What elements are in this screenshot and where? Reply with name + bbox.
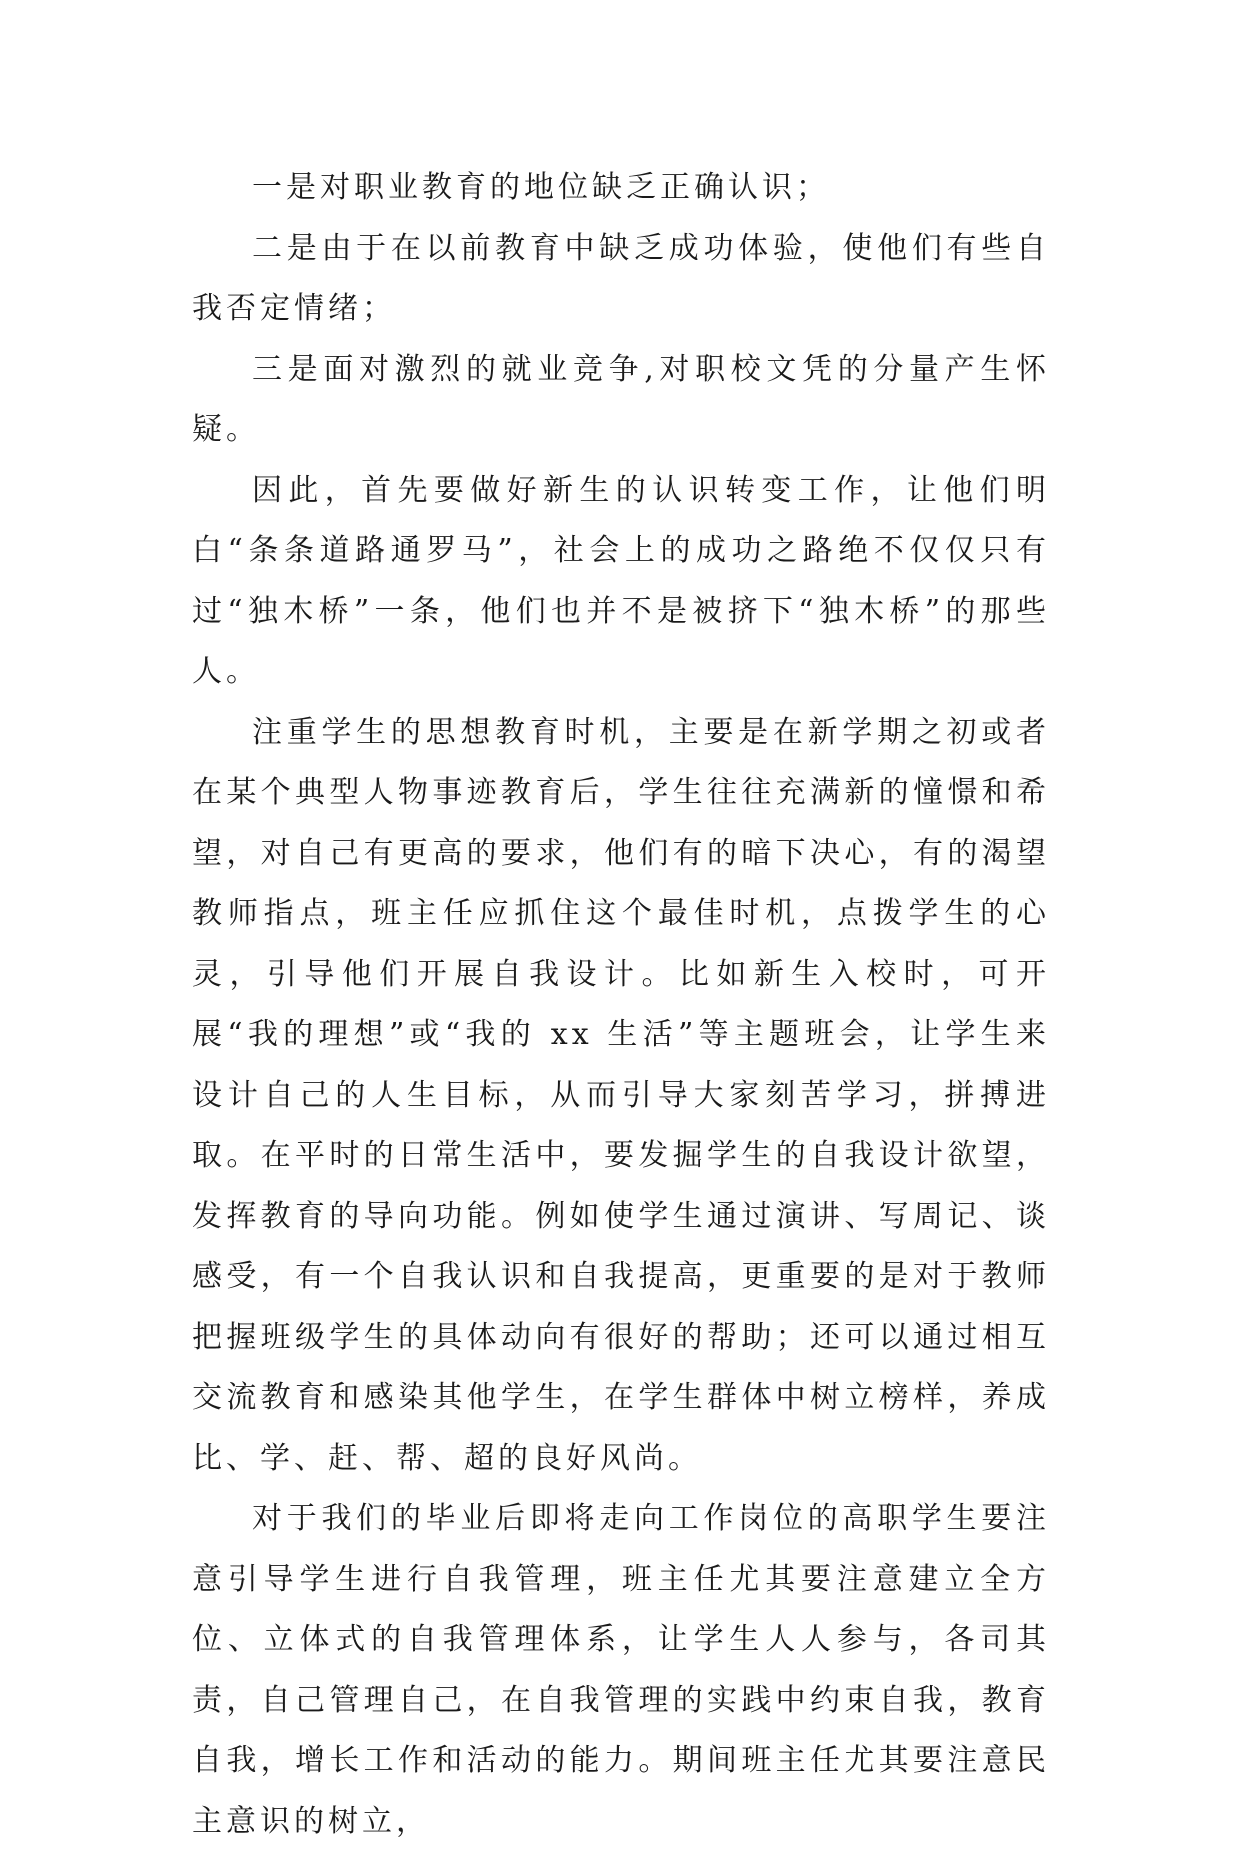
paragraph-5: 注重学生的思想教育时机，主要是在新学期之初或者在某个典型人物事迹教育后，学生往往充满新的憧憬和希望，对自己有更高的要求，他们有的暗下决心，有的渴望教师指点，班主任应抓住这个最佳时机，点拨学生的心灵，引导他们开展自我设计。比如新生入校时，可开展“我的理想”或“我的 xx 生活”等主题班会，让学生来设计自己的人生目标，从而引导大家刻苦学习，拼搏进取。在平时的日常生活中，要发掘学生的自我设计欲望，发挥教育的导向功能。例如使学生通过演讲、写周记、谈感受，有一个自我认识和自我提高，更重要的是对于教师把握班级学生的具体动向有很好的帮助；还可以通过相互交流教育和感染其他学生，在学生群体中树立榜样，养成比、学、赶、帮、超的良好风尚。 bbox=[192, 714, 1050, 1476]
paragraph-2: 二是由于在以前教育中缺乏成功体验，使他们有些自我否定情绪； bbox=[192, 230, 1050, 326]
paragraph-4: 因此，首先要做好新生的认识转变工作，让他们明白“条条道路通罗马”，社会上的成功之路绝不仅仅只有过“独木桥”一条，他们也并不是被挤下“独木桥”的那些人。 bbox=[192, 472, 1050, 689]
paragraph-3: 三是面对激烈的就业竞争,对职校文凭的分量产生怀疑。 bbox=[192, 351, 1050, 447]
paragraph-6: 对于我们的毕业后即将走向工作岗位的高职学生要注意引导学生进行自我管理，班主任尤其要注意建立全方位、立体式的自我管理体系，让学生人人参与，各司其责，自己管理自己，在自我管理的实践中约束自我，教育自我，增长工作和活动的能力。期间班主任尤其要注意民主意识的树立， bbox=[192, 1501, 1050, 1839]
document-body bbox=[192, 158, 1050, 1852]
paragraph-1: 一是对职业教育的地位缺乏正确认识； bbox=[252, 170, 830, 205]
